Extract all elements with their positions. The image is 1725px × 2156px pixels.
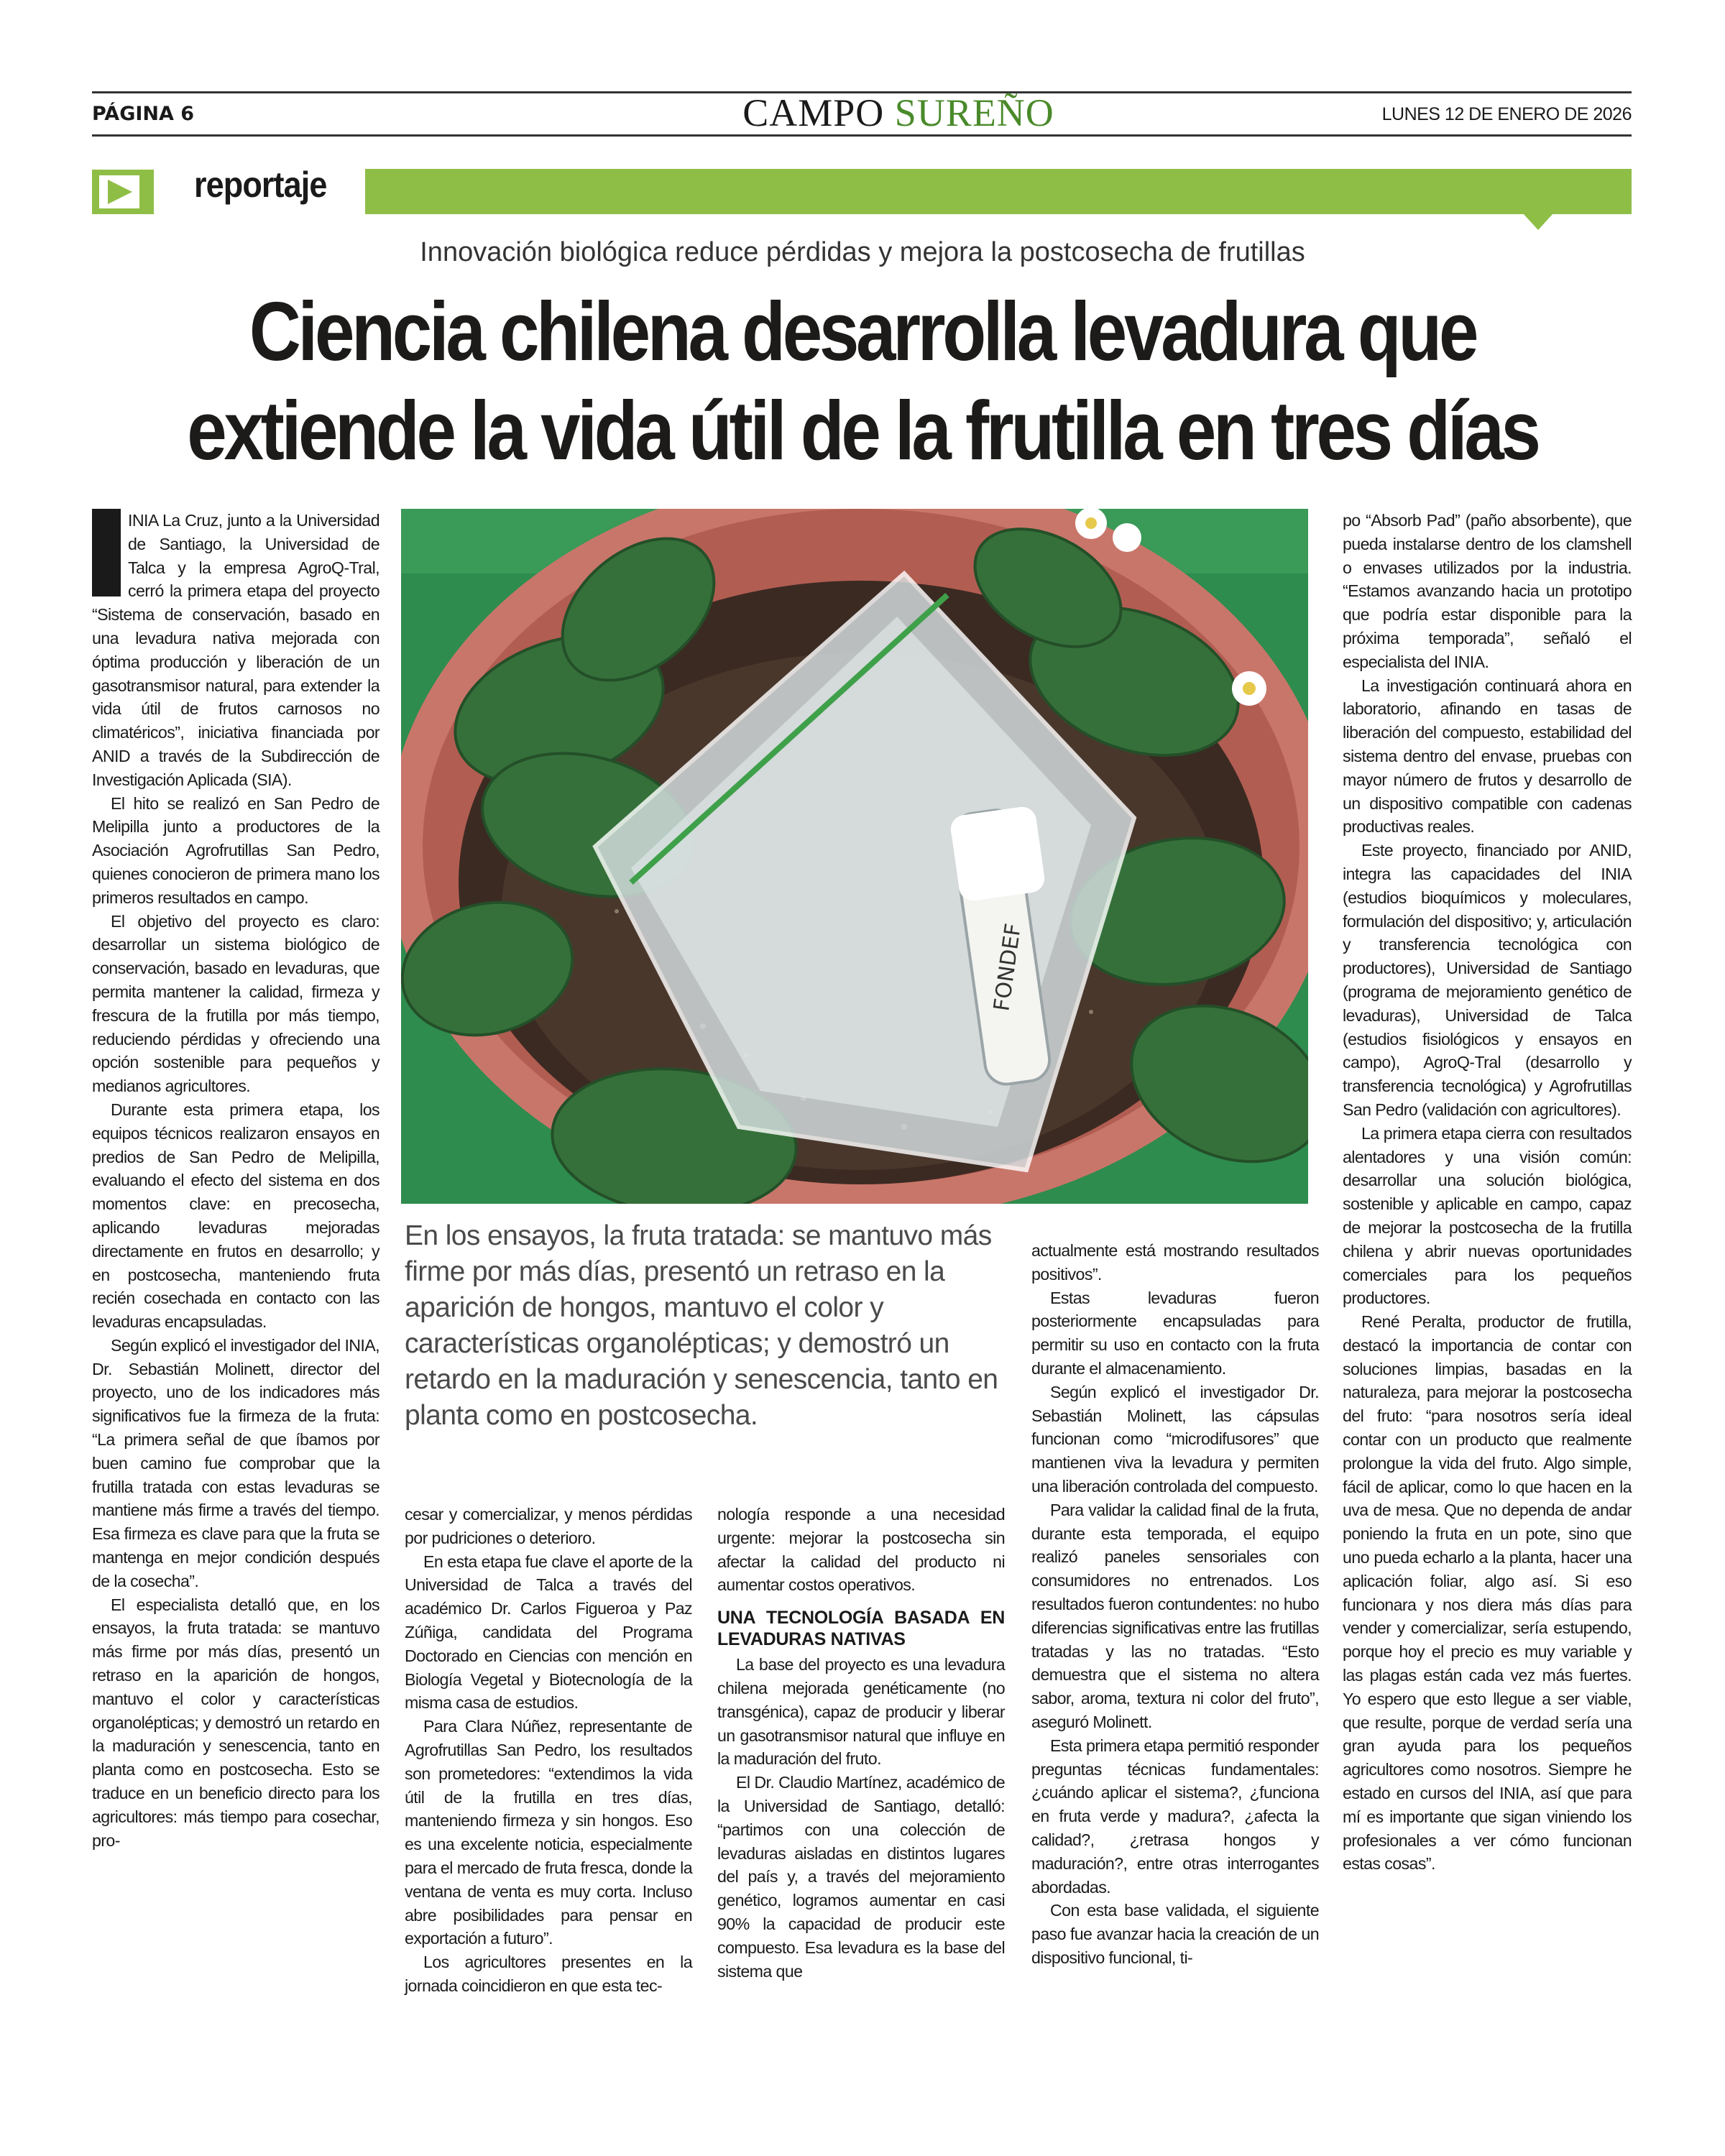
- paragraph: Este proyecto, financiado por ANID, integra las capacidades del INIA (estudios bioquímicos y moleculares, formulación del dispositivo; y, articulación y transferencia tecnológica con productores), Universidad de Santiago (programa de mejoramiento genético de levaduras), Universidad de Talca (estudios fisiológicos y ensayos en campo), AgroQ-Tral (desarrollo y transferencia tecnológica) y Agrofrutillas San Pedro (validación con agricultores).: [1343, 841, 1632, 1119]
- paragraph: po “Absorb Pad” (paño absorbente), que pueda instalarse dentro de los clamshell o envases utilizados por la industria. “Estamos avanzando hacia un prototipo que podría estar disponible para la próxima temporada”, señaló el especialista del INIA.: [1343, 511, 1632, 671]
- article-column-4: [1031, 1239, 1319, 1970]
- paragraph: Estas levaduras fueron posteriormente encapsuladas para permitir su uso en contacto con la fruta durante el almacenamiento.: [1031, 1288, 1319, 1378]
- paragraph: La primera etapa cierra con resultados alentadores y una visión común: desarrollar una solución biológica, sostenible y aplicable en campo, capaz de mejorar la postcosecha de la frutilla chilena y abrir nuevas oportunidades comerciales para los pequeños productores.: [1343, 1123, 1632, 1308]
- play-arrow-icon: [92, 170, 154, 214]
- paragraph: Los agricultores presentes en la jornada coincidieron en que esta tec-: [405, 1953, 692, 1995]
- drop-cap-bar: [92, 509, 121, 596]
- paragraph: Según explicó el investigador del INIA, Dr. Sebastián Molinett, director del proyecto, uno de los indicadores más significativos fue la firmeza de la fruta: “La primera señal de que íbamos por buen camino fue comprobar que la frutilla tratada con estas levaduras se mantiene más firme a través del tiempo. Esa firmeza es clave para que la fruta se mantenga en mejor condición después de la cosecha”.: [92, 1335, 380, 1590]
- paragraph: actualmente está mostrando resultados positivos”.: [1031, 1241, 1319, 1284]
- issue-date: LUNES 12 DE ENERO DE 2026: [1381, 104, 1632, 124]
- paragraph: En esta etapa fue clave el aporte de la Universidad de Talca a través del académico Dr. Carlos Figueroa y Paz Zúñiga, candidata del Programa Doctorado en Ciencias con mención en Biología Vegetal y Biotecnología de la misma casa de estudios.: [405, 1552, 692, 1713]
- paragraph: El hito se realizó en San Pedro de Melipilla junto a productores de la Asociación Agrofrutillas San Pedro, quienes conocieron de primera mano los primeros resultados en campo.: [92, 793, 380, 907]
- section-bar-notch: [1522, 213, 1554, 230]
- paragraph: La base del proyecto es una levadura chilena mejorada genéticamente (no transgénica), capaz de producir y liberar un gasotransmisor natural que influye en la maduración del fruto.: [717, 1655, 1005, 1769]
- article-photo: [401, 509, 1308, 1204]
- subheading: UNA TECNOLOGÍA BASADA EN LEVADURAS NATIVAS: [717, 1608, 1005, 1650]
- section-label: reportaje: [194, 165, 327, 205]
- paragraph: Con esta base validada, el siguiente paso fue avanzar hacia la creación de un dispositivo funcional, ti-: [1031, 1901, 1319, 1967]
- paragraph: La investigación continuará ahora en laboratorio, afinando en tasas de liberación del compuesto, estabilidad del sistema dentro del envase, pruebas con mayor número de frutos y desarrollo de un dispositivo compatible con cadenas productivas reales.: [1343, 676, 1632, 837]
- headline: [158, 282, 1568, 480]
- article-column-3: [717, 1503, 1005, 1983]
- paragraph: El Dr. Claudio Martínez, académico de la Universidad de Santiago, detalló: “partimos con una colección de levaduras aisladas en distintos lugares del país y, a través del mejoramiento genético, logramos aumentar en casi 90% la capacidad de producir este compuesto. Esa levadura es la base del sistema que: [717, 1773, 1005, 1981]
- paragraph: René Peralta, productor de frutilla, destacó la importancia de contar con soluciones limpias, basadas en la naturaleza, para mejorar la postcosecha del fruto: “para nosotros sería ideal contar con un producto que realmente prolongue la vida del fruto. Algo simple, fácil de aplicar, como lo que hacen en la uva de mesa. Que no dependa de andar poniendo la fruta en un pote, sino que uno pueda echarlo a la planta, hacer una aplicación foliar, algo así. Si eso funcionara y nos diera más días para vender y comercializar, sería estupendo, porque hoy el precio es muy variable y las plagas están cada vez más fuertes. Yo espero que esto llegue a ser viable, que resulte, porque de verdad sería una gran ayuda para los pequeños agricultores como nosotros. Siempre he estado en cursos del INIA, así que para mí es importante que sigan viniendo los profesionales a ver cómo funcionan estas cosas”.: [1343, 1312, 1632, 1874]
- article-column-5: [1343, 509, 1632, 1876]
- article-column-2: [405, 1503, 692, 1998]
- paragraph: Esta primera etapa permitió responder preguntas técnicas fundamentales: ¿cuándo aplicar el sistema?, ¿funciona en fruta verde y madura?, ¿afecta la calidad?, ¿retrasa hongos y maduración?, entre otras interrogantes abordadas.: [1031, 1736, 1319, 1897]
- masthead-sureno: SUREÑO: [894, 91, 1054, 134]
- vial-label: FONDEF: [989, 921, 1026, 1013]
- paragraph: El objetivo del proyecto es claro: desarrollar un sistema biológico de conservación, basado en levaduras, que permita mantener la calidad, firmeza y frescura de la frutilla por más tiempo, reduciendo pérdidas y ofreciendo una opción sostenible para pequeños y medianos agricultores.: [92, 911, 380, 1096]
- pull-quote: En los ensayos, la fruta tratada: se mantuvo más firme por más días, presentó un retraso en la aparición de hongos, mantuvo el color y características organolépticas; y demostró un retardo en la maduración y senescencia, tanto en planta como en postcosecha.: [405, 1220, 998, 1431]
- headline-line-1: Ciencia chilena desarrolla levadura que: [249, 285, 1476, 378]
- strawberry-plant-bag-illustration: [401, 509, 1308, 1204]
- paragraph: cesar y comercializar, y menos pérdidas por pudriciones o deterioro.: [405, 1505, 692, 1547]
- paragraph: Según explicó el investigador Dr. Sebastián Molinett, las cápsulas funcionan como “microdifusores” que mantienen viva la levadura y permiten una liberación controlada del compuesto.: [1031, 1382, 1319, 1496]
- paragraph: Para Clara Núñez, representante de Agrofrutillas San Pedro, los resultados son prometedores: “extendimos la vida útil de la frutilla en tres días, manteniendo firmeza y sin hongos. Eso es una excelente noticia, especialmente para el mercado de fruta fresca, donde la ventana de venta es muy corta. Incluso abre posibilidades para pensar en exportación a futuro”.: [405, 1717, 692, 1948]
- paragraph: El especialista detalló que, en los ensayos, la fruta tratada: se mantuvo más firme por más días, presentó un retraso en la aparición de hongos, mantuvo el color y características organolépticas; y demostró un retardo en la maduración y senescencia, tanto en planta como en postcosecha. Esto se traduce en un beneficio directo para los agricultores: más tiempo para cosechar, pro-: [92, 1595, 380, 1850]
- kicker: Innovación biológica reduce pérdidas y mejora la postcosecha de frutillas: [420, 237, 1305, 267]
- masthead-campo: CAMPO: [742, 91, 885, 134]
- paragraph: Para validar la calidad final de la fruta, durante esta temporada, el equipo realizó paneles sensoriales con consumidores no entrenados. Los resultados fueron contundentes: no hubo diferencias significativas entre las frutillas tratadas y las no tratadas. “Esto demuestra que el sistema no altera sabor, aroma, textura ni color del fruto”, aseguró Molinett.: [1031, 1500, 1319, 1731]
- article-column-1: [92, 509, 380, 1852]
- paragraph: Durante esta primera etapa, los equipos técnicos realizaron ensayos en predios de San Pedro de Melipilla, evaluando el efecto del sistema en dos momentos clave: en precosecha, aplicando levaduras mejoradas directamente en frutos en desarrollo; y en postcosecha, manteniendo fruta recién cosechada en contacto con las levaduras encapsuladas.: [92, 1100, 380, 1332]
- page-number: PÁGINA 6: [92, 103, 195, 125]
- headline-line-2: extiende la vida útil de la frutilla en tres días: [187, 384, 1538, 477]
- masthead: [647, 91, 1150, 135]
- paragraph: INIA La Cruz, junto a la Universidad de Santiago, la Universidad de Talca y la empresa AgroQ-Tral, cerró la primera etapa del proyecto “Sistema de conservación, basado en una levadura nativa mejorada con óptima producción y liberación de un gasotransmisor natural, para extender la vida útil de frutos carnosos no climatéricos”, iniciativa financiada por ANID a través de la Subdirección de Investigación Aplicada (SIA).: [92, 511, 380, 789]
- section-bar: [365, 169, 1632, 214]
- paragraph: nología responde a una necesidad urgente: mejorar la postcosecha sin afectar la calidad del producto ni aumentar costos operativos.: [717, 1505, 1005, 1595]
